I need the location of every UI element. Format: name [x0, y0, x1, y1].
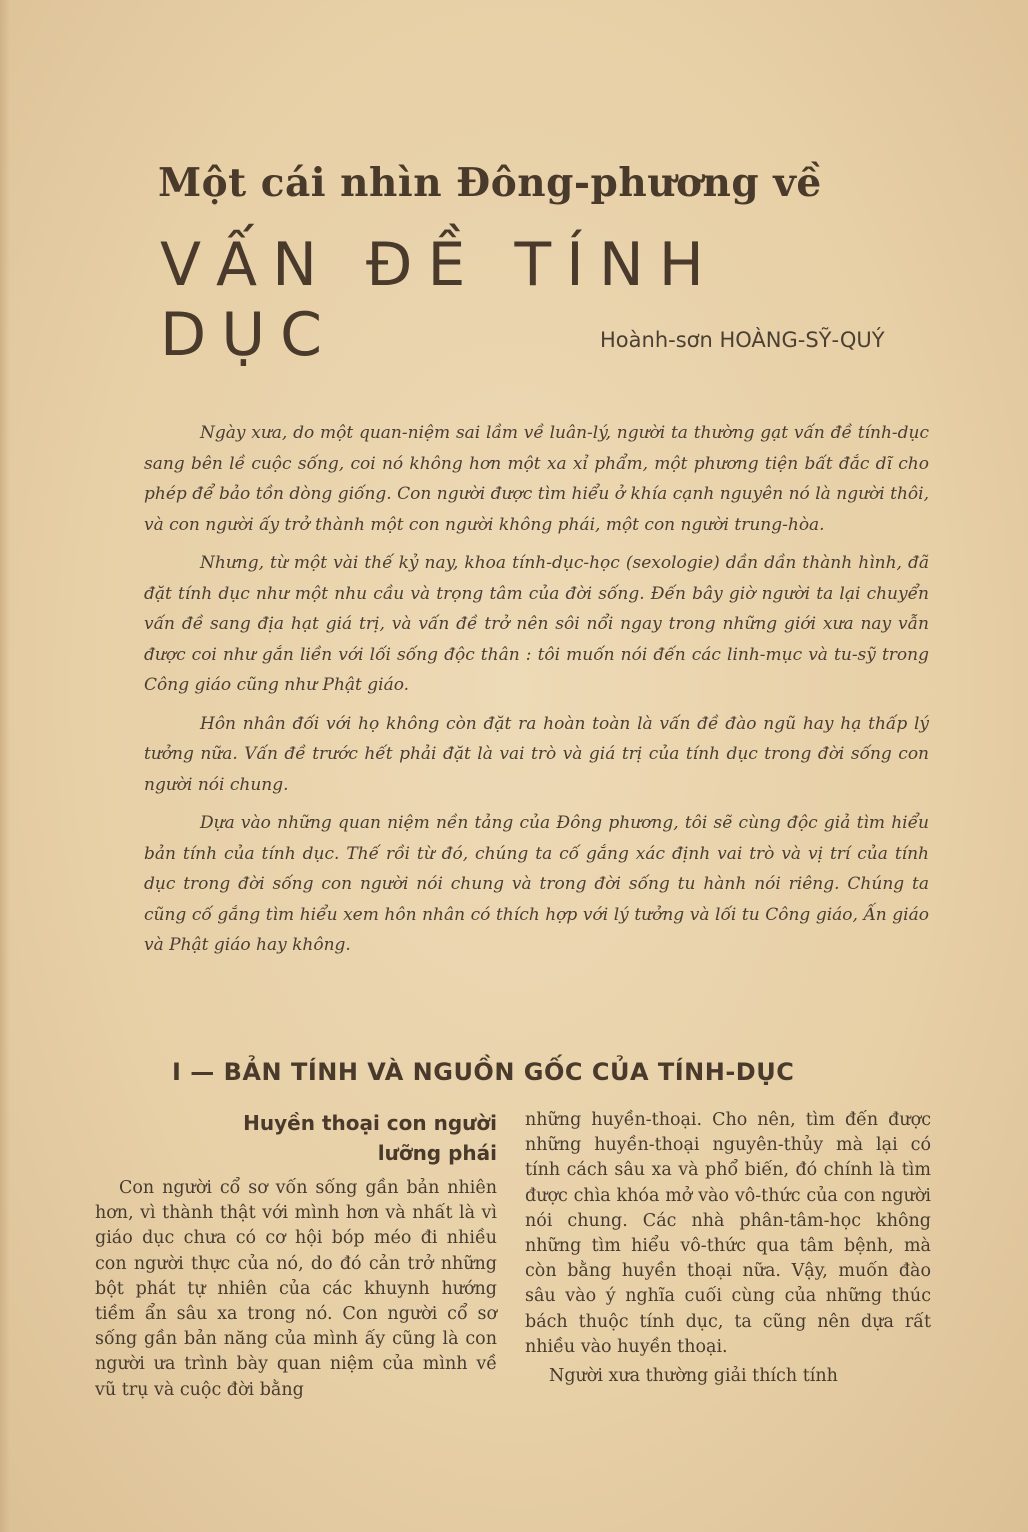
- intro-paragraph: Ngày xưa, do một quan-niệm sai lầm về luân-lý, người ta thường gạt vấn đề tính-dục sang bên lề cuộc sống, coi nó không hơn một xa xỉ phẩm, một phương tiện bất đắc dĩ cho phép để bảo tồn dòng giống. Con người được tìm hiểu ở khía cạnh nguyên nó là người thôi, và con người ấy trở thành một con người không phái, một con người trung-hòa.: [144, 423, 929, 535]
- sub-heading-line-2: lưỡng phái: [377, 1141, 497, 1165]
- intro-paragraph: Dựa vào những quan niệm nền tảng của Đông phương, tôi sẽ cùng độc giả tìm hiểu bản tính của tính dục. Thế rồi từ đó, chúng ta cố gắng xác định vai trò và vị trí của tính dục trong đời sống con người nói chung và trong đời sống tu hành nói riêng. Chúng ta cũng cố gắng tìm hiểu xem hôn nhân có thích hợp với lý tưởng và lối tu Công giáo, Ấn giáo và Phật giáo hay không.: [144, 813, 929, 955]
- body-paragraph: những huyền-thoại. Cho nên, tìm đến được những huyền-thoại nguyên-thủy mà lại có tính cách sâu xa và phổ biến, đó chính là tìm được chìa khóa mở vào vô-thức của con người nói chung. Các nhà phân-tâm-học không những tìm hiểu vô-thức qua tâm bệnh, mà còn bằng huyền thoại nữa. Vậy, muốn đào sâu vào ý nghĩa cuối cùng của những thúc bách thuộc tính dục, ta cũng nên dựa rất nhiều vào huyền thoại.: [525, 1110, 931, 1357]
- intro-paragraph: Hôn nhân đối với họ không còn đặt ra hoàn toàn là vấn đề đào ngũ hay hạ thấp lý tưởng nữa. Vấn đề trước hết phải đặt là vai trò và giá trị của tính dục trong đời sống con người nói chung.: [144, 713, 929, 795]
- section-heading: I — BẢN TÍNH VÀ NGUỒN GỐC CỦA TÍNH-DỤC: [172, 1058, 795, 1086]
- title-line-1: Một cái nhìn Đông-phương về: [158, 160, 822, 206]
- title-line-2: VẤN ĐỀ TÍNH DỤC: [160, 230, 719, 370]
- sub-heading: [95, 1108, 497, 1168]
- body-paragraph: Người xưa thường giải thích tính: [549, 1366, 838, 1387]
- sub-heading-line-1: Huyền thoại con người: [243, 1111, 497, 1135]
- page-fold-shadow: [0, 0, 10, 1532]
- author-byline: Hoành-sơn HOÀNG-SỸ-QUÝ: [600, 328, 885, 352]
- intro-text: [144, 418, 929, 969]
- body-paragraph: Con người cổ sơ vốn sống gần bản nhiên hơn, vì thành thật với mình hơn và nhất là vì giáo dục chưa có cơ hội bóp méo đi nhiều con người thực của nó, do đó cản trở những bột phát tự nhiên của các khuynh hướng tiềm ẩn sâu xa trong nó. Con người cổ sơ sống gần bản năng của mình ấy cũng là con người ưa trình bày quan niệm của mình về vũ trụ và cuộc đời bằng: [95, 1178, 497, 1400]
- intro-paragraph: Nhưng, từ một vài thế kỷ nay, khoa tính-dục-học (sexologie) dần dần thành hình, đã đặt tính dục như một nhu cầu và trọng tâm của đời sống. Đến bây giờ người ta lại chuyển vấn đề sang địa hạt giá trị, và vấn đề trở nên sôi nổi ngay trong những giới xưa nay vẫn được coi như gắn liền với lối sống độc thân : tôi muốn nói đến các linh-mục và tu-sỹ trong Công giáo cũng như Phật giáo.: [144, 553, 929, 695]
- left-column: [95, 1108, 497, 1407]
- right-column: [525, 1108, 931, 1393]
